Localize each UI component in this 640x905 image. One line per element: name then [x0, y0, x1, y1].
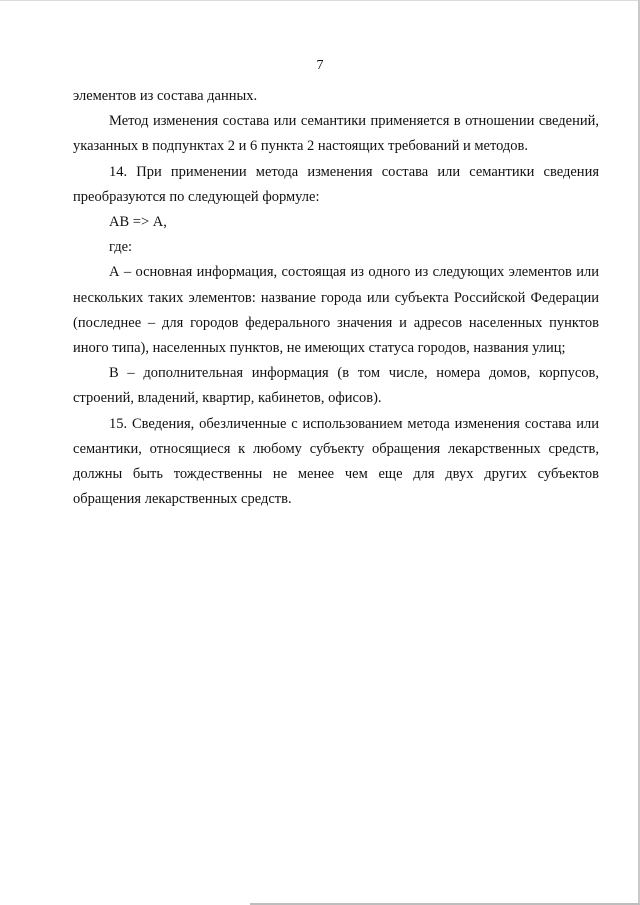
page-number: 7 [316, 58, 324, 73]
paragraph-item-15: 15. Сведения, обезличенные с использованием метода изменения состава или семантики, относящиеся к любому субъекту обращения лекарственных средств, должны быть тождественны не менее чем еще для двух других субъектов обращения лекарственных средств. [73, 415, 599, 508]
definition-b: В – дополнительная информация (в том числе, номера домов, корпусов, строений, владений, квартир, кабинетов, офисов). [73, 365, 599, 407]
formula: АВ => А, [109, 214, 167, 231]
formula-where: где: [109, 239, 133, 256]
page-top-edge [0, 0, 640, 1]
paragraph-continuation: элементов из состава данных. [73, 88, 258, 104]
document-body [73, 84, 599, 512]
paragraph-item-14: 14. При применении метода изменения состава или семантики сведения преобразуются по следующей формуле: [73, 163, 599, 205]
paragraph-method-scope: Метод изменения состава или семантики применяется в отношении сведений, указанных в подпунктах 2 и 6 пункта 2 настоящих требований и методов. [73, 113, 599, 155]
definition-a: А – основная информация, состоящая из одного из следующих элементов или нескольких таких элементов: название города или субъекта Российской Федерации (последнее – для городов федерального значения и адресов населенных пунктов иного типа), населенных пунктов, не имеющих статуса городов, названия улиц; [73, 264, 599, 357]
